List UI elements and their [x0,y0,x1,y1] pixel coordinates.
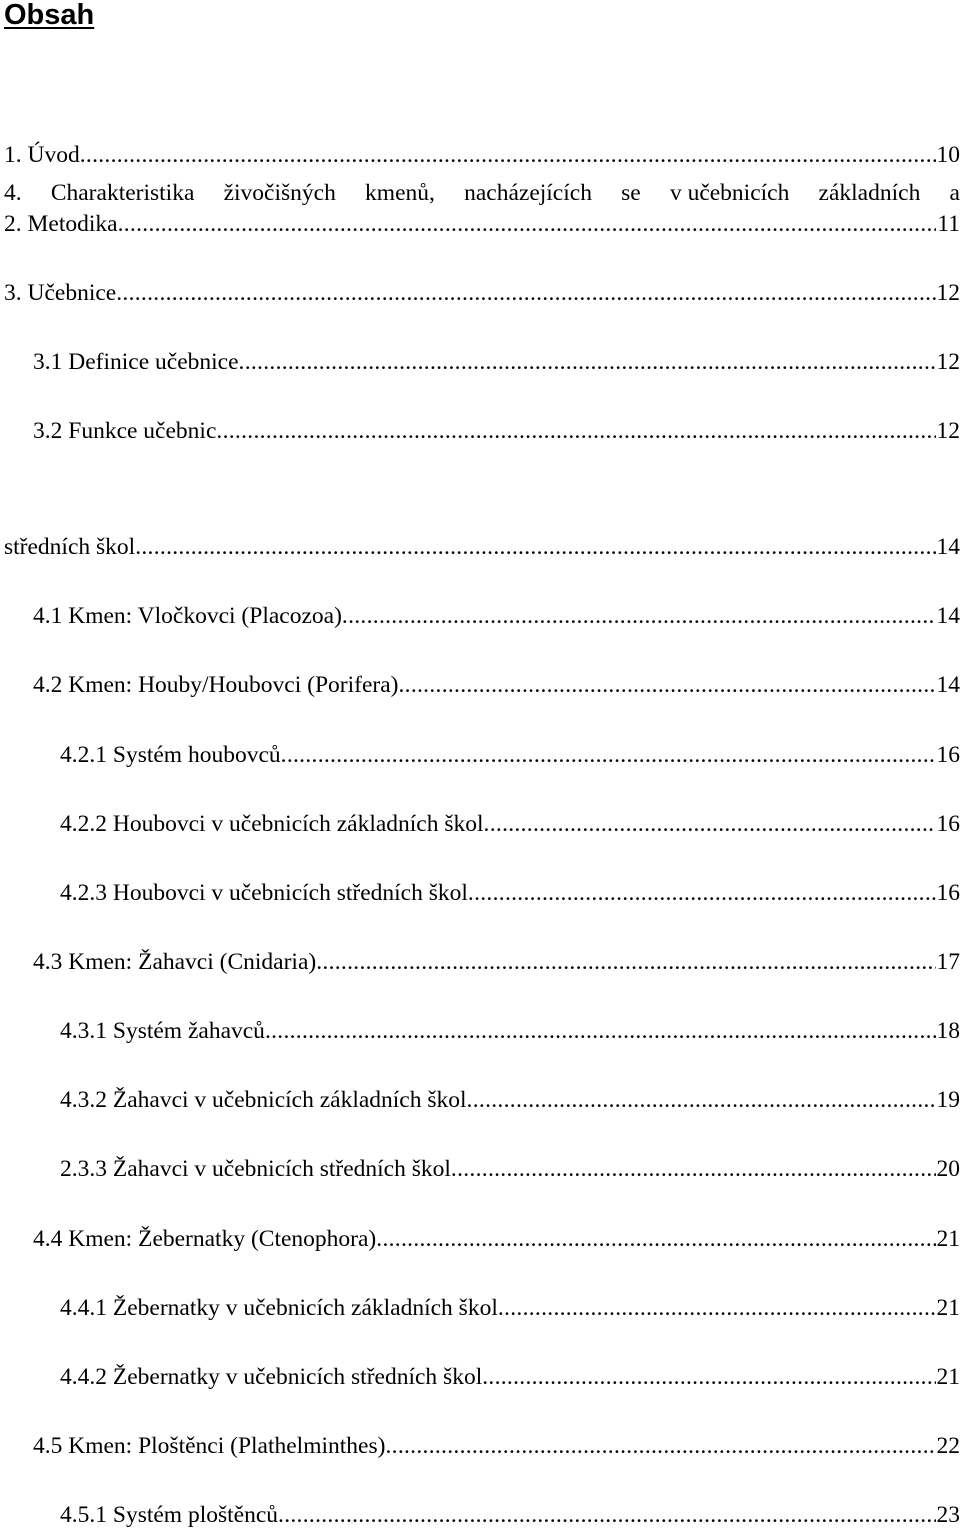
toc-entry-title: 2.3.3 Žahavci v učebnicích středních škol [60,1156,451,1182]
dot-leader [468,878,936,908]
toc-entry-porifera-primary[interactable] [60,809,960,839]
toc-entry-title: 4.2.2 Houbovci v učebnicích základních škol [60,811,484,837]
toc-entry-phyla-continuation[interactable] [4,532,960,562]
toc-entry-cnidaria[interactable] [33,947,960,977]
dot-leader [484,809,936,839]
toc-entry-word: kmenů, [365,180,435,206]
toc-entry-title: 4.5 Kmen: Ploštěnci (Plathelminthes) [33,1433,386,1459]
toc-entry-textbook-definition[interactable] [33,347,960,377]
toc-entry-page: 21 [936,1226,960,1252]
toc-entry-title: 4.2.1 Systém houbovců [60,742,281,768]
toc-entry-title: 4.3.1 Systém žahavců [60,1018,265,1044]
toc-entry-cnidaria-primary[interactable] [60,1085,960,1115]
toc-entry-textbook[interactable] [4,278,960,308]
toc-entry-page: 19 [936,1087,960,1113]
toc-entry-porifera-secondary[interactable] [60,878,960,908]
toc-entry-platyhelminthes[interactable] [33,1431,960,1461]
dot-leader [316,947,935,977]
dot-leader [376,1224,935,1254]
toc-entry-word: živočišných [223,180,336,206]
toc-entry-page: 12 [936,280,960,306]
toc-entry-word: a [949,180,960,206]
toc-entry-title: 4.2.3 Houbovci v učebnicích středních škol [60,880,468,906]
toc-entry-page: 12 [936,418,960,444]
toc-entry-cnidaria-system[interactable] [60,1016,960,1046]
dot-leader [216,416,935,446]
toc-entry-ctenophora[interactable] [33,1224,960,1254]
toc-entry-title: 4.5.1 Systém ploštěnců [60,1502,279,1528]
page-title: Obsah [4,0,95,31]
toc-entry-title: 2. Metodika [4,211,118,237]
toc-entry-porifera-system[interactable] [60,740,960,770]
toc-entry-word: se [621,180,641,206]
toc-entry-ctenophora-secondary[interactable] [60,1362,960,1392]
dot-leader [498,1293,936,1323]
toc-entry-page: 18 [936,1018,960,1044]
toc-entry-title: 4.2 Kmen: Houby/Houbovci (Porifera) [33,672,399,698]
dot-leader [265,1016,936,1046]
toc-entry-page: 12 [936,349,960,375]
toc-entry-page: 17 [936,949,960,975]
toc-entry-page: 23 [936,1502,960,1528]
toc-entry-title: 4.3 Kmen: Žahavci (Cnidaria) [33,949,317,975]
toc-entry-title: 4.3.2 Žahavci v učebnicích základních škol [60,1087,467,1113]
toc-entry-page: 16 [936,811,960,837]
dot-leader [451,1154,936,1184]
toc-entry-title: 3.2 Funkce učebnic [33,418,217,444]
toc-entry-placozoa[interactable] [33,601,960,631]
toc-entry-page: 21 [936,1295,960,1321]
toc-entry-page: 14 [936,534,960,560]
toc-entry-page: 14 [936,603,960,629]
toc-entry-word: v učebnicích [669,180,790,206]
toc-entry-page: 22 [936,1433,960,1459]
toc-entry-page: 16 [936,880,960,906]
dot-leader [342,601,936,631]
toc-entry-textbook-function[interactable] [33,416,960,446]
toc-entry-title: 4.4.2 Žebernatky v učebnicích středních škol [60,1364,483,1390]
dot-leader [80,140,936,170]
toc-entry-title: 3. Učebnice [4,280,117,306]
toc-entry-page: 21 [936,1364,960,1390]
dot-leader [385,1431,935,1461]
toc-entry-title: středních škol [4,534,136,560]
toc-entry-title: 1. Úvod [4,142,80,168]
toc-entry-page: 10 [936,142,960,168]
toc-entry-word: nacházejících [464,180,592,206]
toc-entry-method[interactable] [4,209,960,239]
dot-leader [135,532,935,562]
toc-entry-word: Charakteristika [50,180,195,206]
toc-entry-phyla[interactable] [4,178,960,208]
toc-entry-title: 4.1 Kmen: Vločkovci (Placozoa) [33,603,342,629]
dot-leader [482,1362,935,1392]
toc-entry-porifera[interactable] [33,670,960,700]
toc-entry-number: 4. [4,180,22,206]
dot-leader [118,209,937,239]
toc-entry-page: 11 [937,211,960,237]
toc-entry-page: 14 [936,672,960,698]
dot-leader [239,347,936,377]
toc-entry-title: 4.4.1 Žebernatky v učebnicích základních škol [60,1295,498,1321]
toc-entry-page: 20 [936,1156,960,1182]
toc-entry-page: 16 [936,742,960,768]
dot-leader [467,1085,936,1115]
toc-entry-ctenophora-primary[interactable] [60,1293,960,1323]
toc-entry-word: základních [818,180,921,206]
dot-leader [116,278,935,308]
dot-leader [278,1500,935,1530]
dot-leader [398,670,935,700]
toc-entry-title: 4.4 Kmen: Žebernatky (Ctenophora) [33,1226,377,1252]
toc-entry-cnidaria-secondary[interactable] [60,1154,960,1184]
toc-entry-title: 3.1 Definice učebnice [33,349,239,375]
dot-leader [281,740,936,770]
toc-entry-platyhelminthes-system[interactable] [60,1500,960,1530]
toc-entry-intro[interactable] [4,140,960,170]
